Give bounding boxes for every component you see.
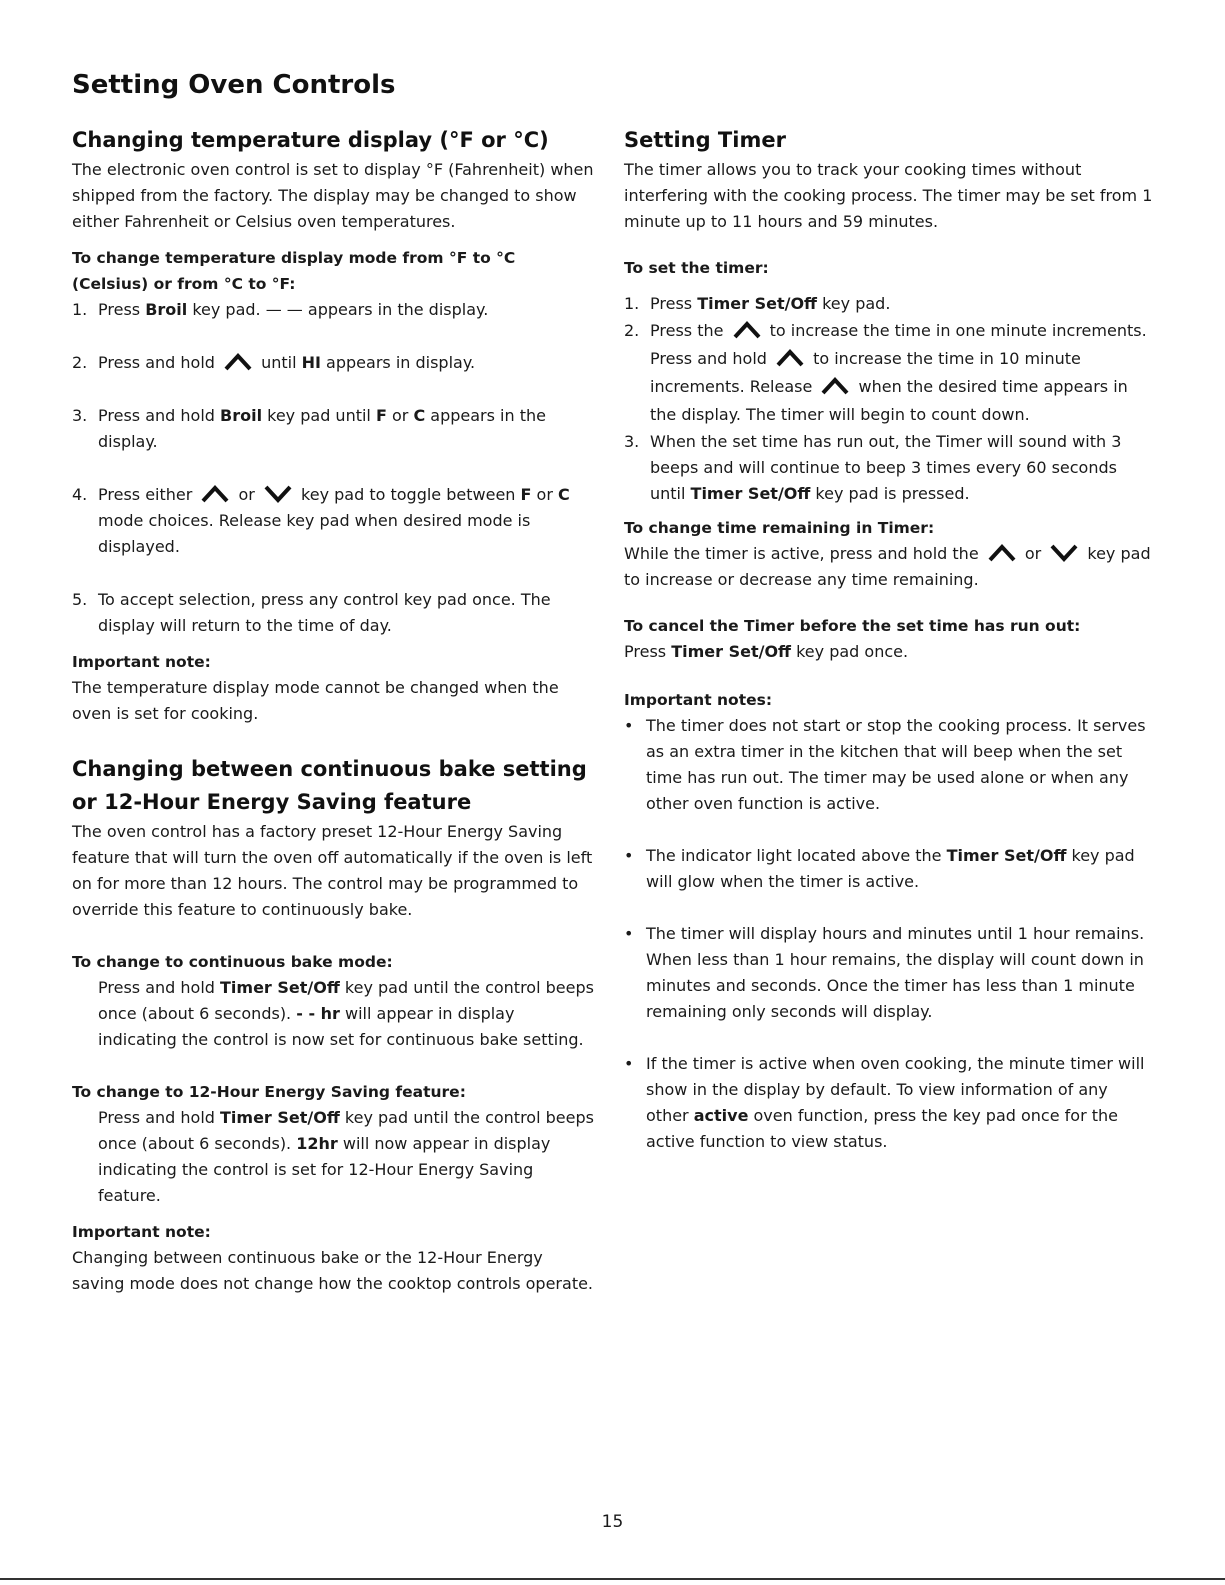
step-text: When the set time has run out, the Timer will sound with 3 beeps and will continue to beep 3 times every 60 seconds until — [650, 432, 1122, 503]
step-text: or — [233, 485, 260, 504]
right-column — [624, 124, 1154, 1155]
step-number: 2. — [72, 353, 88, 372]
note-text: The indicator light located above the — [646, 846, 947, 865]
step-number: 4. — [72, 485, 88, 504]
broil-key-label: Broil — [220, 406, 263, 425]
step-text: key pad until — [262, 406, 376, 425]
step-text: Press the — [650, 321, 729, 340]
temp-step-5 — [72, 587, 594, 639]
temp-note-text: The temperature display mode cannot be changed when the oven is set for cooking. — [72, 678, 559, 723]
step-text: Press — [98, 300, 146, 319]
body-text: will now appear in display indicating the control is set for 12-Hour Energy Saving feature. — [98, 1134, 551, 1205]
timer-notes-list — [624, 713, 1154, 1155]
step-text: appears in the display. — [98, 406, 546, 451]
timer-note-4 — [624, 1051, 1154, 1155]
bullet: • — [624, 716, 634, 735]
set-timer-label: To set the timer: — [624, 259, 769, 277]
timer-key-label: Timer Set/Off — [220, 978, 340, 997]
note-text: If the timer is active when oven cooking, the minute timer will show in the display by default. To view information of any other — [646, 1054, 1145, 1125]
body-text: or — [1019, 544, 1047, 563]
active-label: active — [693, 1106, 749, 1125]
step-number: 1. — [624, 294, 640, 313]
timer-step-3 — [624, 429, 1154, 507]
temp-step-1 — [72, 297, 594, 323]
temp-steps — [72, 297, 594, 639]
up-arrow-icon — [732, 321, 762, 339]
step-number: 5. — [72, 590, 88, 609]
step-text: appears in display. — [320, 353, 476, 372]
timer-key-label: Timer Set/Off — [690, 484, 811, 503]
body-text: key pad to increase or decrease any time remaining. — [624, 544, 1151, 589]
down-arrow-icon — [1049, 544, 1079, 562]
energy-saving-label: To change to 12-Hour Energy Saving feature: — [72, 1083, 466, 1101]
body-text: Press and hold — [98, 978, 220, 997]
body-text: Press and hold — [98, 1108, 220, 1127]
temp-step-2 — [72, 350, 594, 376]
step-text: To accept selection, press any control key pad once. The display will return to the time of day. — [98, 590, 551, 635]
remaining-time-label: To change time remaining in Timer: — [624, 519, 935, 537]
body-text: Press — [624, 642, 672, 661]
step-number: 2. — [624, 321, 640, 340]
c-label: C — [558, 485, 570, 504]
step-text: until — [256, 353, 302, 372]
step-text: Press and hold — [98, 406, 220, 425]
step-number: 3. — [624, 432, 640, 451]
note-text: key pad will glow when the timer is active. — [646, 846, 1135, 891]
hi-display-label: HI — [301, 353, 321, 372]
bullet: • — [624, 924, 634, 943]
bake-note-label: Important note: — [72, 1223, 211, 1241]
continuous-bake-text — [72, 975, 594, 1053]
remaining-time-text — [624, 541, 1154, 593]
bottom-rule — [0, 1578, 1225, 1580]
note-text: The timer does not start or stop the cooking process. It serves as an extra timer in the kitchen that will beep when the set time has run out. The timer may be used alone or when any other oven function is active. — [646, 716, 1146, 813]
body-text: key pad once. — [791, 642, 909, 661]
hr-display-label: - - hr — [296, 1004, 340, 1023]
bake-mode-intro: The oven control has a factory preset 12-Hour Energy Saving feature that will turn the oven off automatically if the oven is left on for more than 12 hours. The control may be programmed to override this feature to continuously bake. — [72, 822, 593, 919]
timer-key-label: Timer Set/Off — [220, 1108, 340, 1127]
f-label: F — [520, 485, 532, 504]
up-arrow-icon — [223, 353, 253, 371]
timer-heading: Setting Timer — [624, 128, 786, 152]
left-column — [72, 124, 594, 1297]
timer-key-label: Timer Set/Off — [697, 294, 818, 313]
f-label: F — [375, 406, 387, 425]
timer-steps — [624, 291, 1154, 507]
temp-display-intro: The electronic oven control is set to display °F (Fahrenheit) when shipped from the factory. The display may be changed to show either Fahrenheit or Celsius oven temperatures. — [72, 160, 594, 231]
energy-saving-text — [72, 1105, 594, 1209]
temp-step-3 — [72, 403, 594, 455]
timer-note-3 — [624, 921, 1154, 1025]
step-text: or — [386, 406, 414, 425]
timer-key-label: Timer Set/Off — [671, 642, 792, 661]
step-text: Press either — [98, 485, 198, 504]
temp-display-heading: Changing temperature display (°F or °C) — [72, 128, 549, 152]
body-text: will appear in display indicating the control is now set for continuous bake setting. — [98, 1004, 584, 1049]
timer-intro: The timer allows you to track your cooking times without interfering with the cooking process. The timer may be set from 1 minute up to 11 hours and 59 minutes. — [624, 160, 1153, 231]
down-arrow-icon — [263, 485, 293, 503]
body-text: key pad until the control beeps once (about 6 seconds). — [98, 1108, 594, 1153]
step-text: mode choices. Release key pad when desired mode is displayed. — [98, 511, 531, 556]
step-number: 3. — [72, 406, 88, 425]
page-title: Setting Oven Controls — [72, 70, 396, 100]
temp-mode-subheading: To change temperature display mode from °F to °C (Celsius) or from °C to °F: — [72, 249, 516, 293]
step-text: or — [531, 485, 558, 504]
timer-notes-label: Important notes: — [624, 691, 773, 709]
timer-step-1 — [624, 291, 1154, 317]
timer-step-2 — [624, 317, 1154, 429]
continuous-bake-label: To change to continuous bake mode: — [72, 953, 393, 971]
step-text: key pad to toggle between — [295, 485, 521, 504]
step-text: Press — [650, 294, 698, 313]
up-arrow-icon — [987, 544, 1017, 562]
body-text: While the timer is active, press and hold the — [624, 544, 984, 563]
step-text: key pad. — [817, 294, 891, 313]
timer-key-label: Timer Set/Off — [946, 846, 1067, 865]
body-text: key pad until the control beeps once (about 6 seconds). — [98, 978, 594, 1023]
step-text: to increase the time in 10 minute increments. Release — [650, 349, 1081, 396]
temp-note-label: Important note: — [72, 653, 211, 671]
step-text: to increase the time in one minute increments. Press and hold — [650, 321, 1147, 368]
c-label: C — [413, 406, 426, 425]
up-arrow-icon — [820, 377, 850, 395]
step-text: key pad. — — appears in the display. — [187, 300, 489, 319]
step-number: 1. — [72, 300, 88, 319]
step-text: Press and hold — [98, 353, 220, 372]
12hr-display-label: 12hr — [296, 1134, 338, 1153]
bullet: • — [624, 846, 634, 865]
cancel-timer-text — [624, 639, 1154, 665]
page-number: 15 — [601, 1512, 624, 1532]
cancel-timer-label: To cancel the Timer before the set time has run out: — [624, 617, 1081, 635]
bullet: • — [624, 1054, 634, 1073]
up-arrow-icon — [775, 349, 805, 367]
up-arrow-icon — [200, 485, 230, 503]
bake-note-text: Changing between continuous bake or the 12-Hour Energy saving mode does not change how the cooktop controls operate. — [72, 1248, 594, 1293]
step-text: key pad is pressed. — [810, 484, 970, 503]
note-text: oven function, press the key pad once for the active function to view status. — [646, 1106, 1118, 1151]
bake-mode-heading: Changing between continuous bake setting or 12-Hour Energy Saving feature — [72, 757, 587, 814]
broil-key-label: Broil — [145, 300, 188, 319]
timer-note-2 — [624, 843, 1154, 895]
step-text: when the desired time appears in the display. The timer will begin to count down. — [650, 377, 1128, 424]
temp-step-4 — [72, 482, 594, 560]
timer-note-1 — [624, 713, 1154, 817]
note-text: The timer will display hours and minutes until 1 hour remains. When less than 1 hour remains, the display will count down in minutes and seconds. Once the timer has less than 1 minute remaining only seconds will display. — [646, 924, 1145, 1021]
